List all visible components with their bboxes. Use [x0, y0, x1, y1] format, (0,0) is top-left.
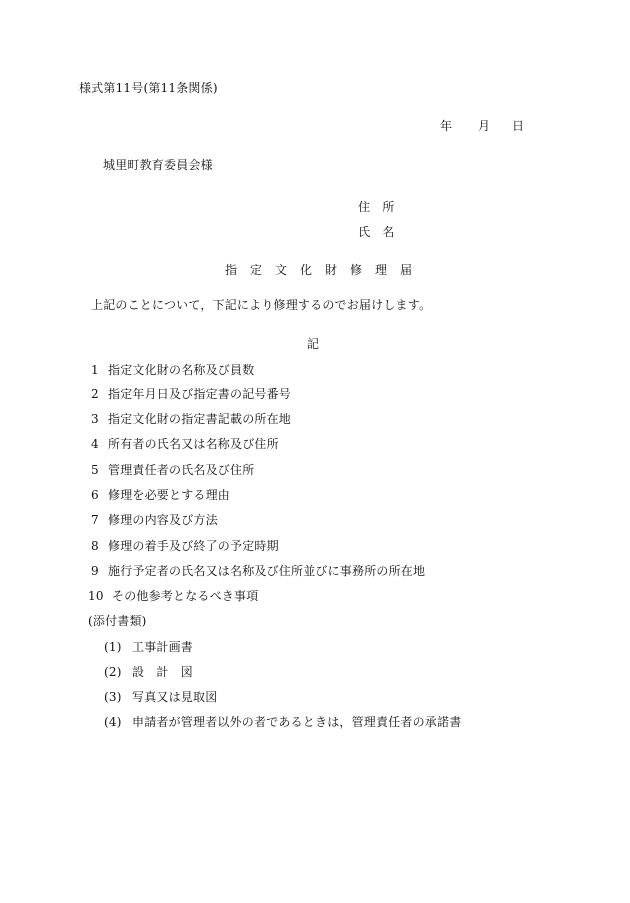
item-text: 修理の内容及び方法	[108, 513, 218, 527]
attachment-text: 申請者が管理者以外の者であるときは，管理責任者の承諾書	[132, 715, 462, 729]
list-item	[91, 386, 291, 402]
list-item	[91, 362, 254, 378]
item-text: 指定文化財の名称及び員数	[108, 363, 255, 377]
item-number: 3	[91, 412, 99, 426]
item-number: 5	[91, 463, 99, 477]
list-item	[88, 588, 258, 604]
item-number: 8	[91, 539, 99, 553]
list-item	[91, 512, 218, 528]
attachment-item	[104, 664, 193, 680]
address-label: 住 所	[358, 200, 395, 214]
item-text: 指定年月日及び指定書の記号番号	[108, 387, 292, 401]
item-number: 10	[88, 589, 104, 603]
date-month-label: 月	[478, 119, 491, 133]
item-text: 施行予定者の氏名又は名称及び住所並びに事務所の所在地	[108, 564, 426, 578]
attachment-text: 工事計画書	[132, 640, 194, 654]
item-text: 管理責任者の氏名及び住所	[108, 463, 255, 477]
item-text: その他参考となるべき事項	[112, 589, 259, 603]
attachment-item	[104, 689, 217, 705]
attachment-number: (1)	[104, 640, 122, 654]
attachment-text: 設 計 図	[132, 665, 194, 679]
list-item	[91, 538, 279, 554]
item-number: 9	[91, 564, 99, 578]
item-number: 1	[91, 363, 99, 377]
attachment-number: (4)	[104, 715, 122, 729]
date-day-label: 日	[512, 119, 525, 133]
list-item	[91, 462, 254, 478]
item-text: 所有者の氏名又は名称及び住所	[108, 437, 279, 451]
item-text: 修理の着手及び終了の予定時期	[108, 539, 279, 553]
item-text: 指定文化財の指定書記載の所在地	[108, 412, 292, 426]
attachments-label: (添付書類)	[88, 614, 147, 628]
name-label: 氏 名	[358, 225, 395, 239]
attachment-item	[104, 714, 461, 730]
intro-text: 上記のことについて，下記により修理するのでお届けします。	[91, 298, 432, 312]
date-year-label: 年	[440, 119, 453, 133]
ki-heading: 記	[307, 337, 320, 351]
item-number: 2	[91, 387, 99, 401]
item-text: 修理を必要とする理由	[108, 488, 231, 502]
attachment-number: (3)	[104, 690, 122, 704]
attachment-number: (2)	[104, 665, 122, 679]
form-number: 様式第11号(第11条関係)	[79, 81, 218, 95]
attachment-item	[104, 639, 193, 655]
item-number: 4	[91, 437, 99, 451]
item-number: 6	[91, 488, 99, 502]
document-title: 指定文化財修理届	[225, 263, 426, 277]
addressee: 城里町教育委員会様	[103, 158, 213, 172]
item-number: 7	[91, 513, 99, 527]
list-item	[91, 487, 230, 503]
list-item	[91, 563, 425, 579]
attachment-text: 写真又は見取図	[132, 690, 218, 704]
list-item	[91, 436, 279, 452]
list-item	[91, 411, 291, 427]
